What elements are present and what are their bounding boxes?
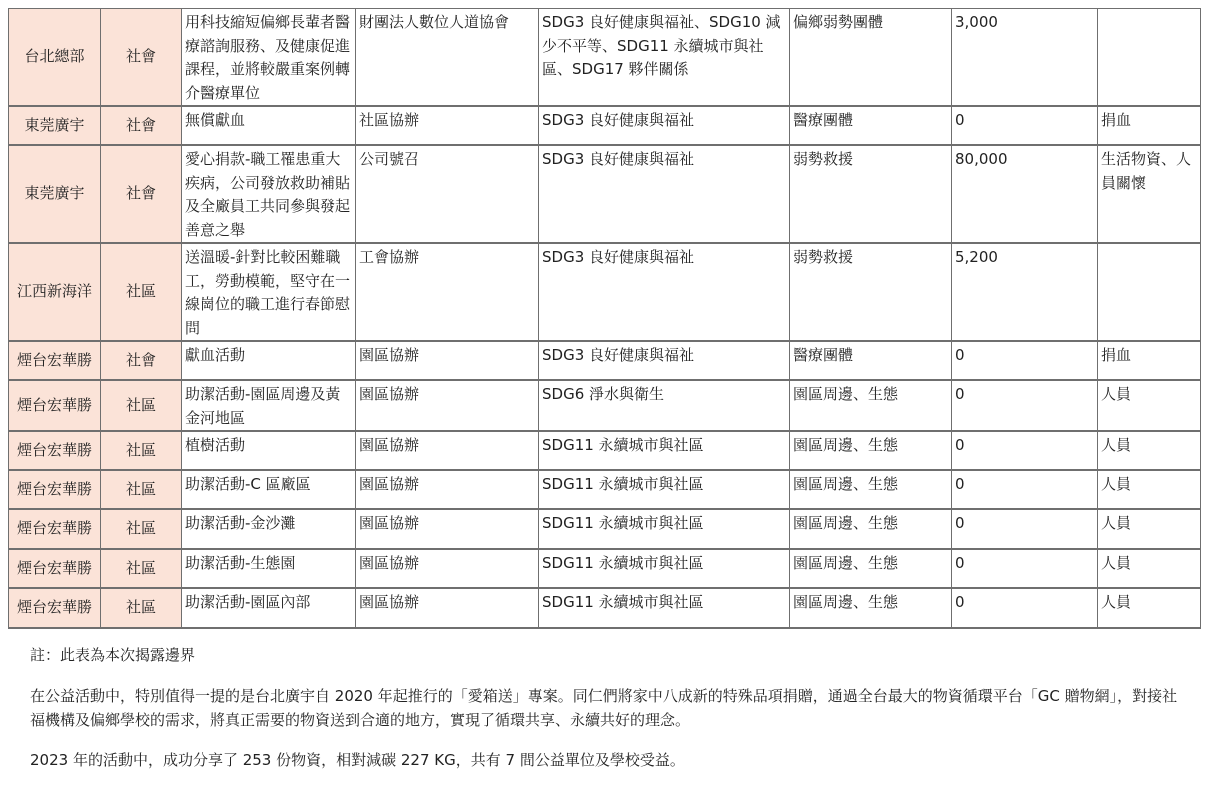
amount-cell: 0	[952, 431, 1098, 470]
activity-cell: 助潔活動-生態園	[182, 549, 356, 588]
sdg-cell: SDG11 永續城市與社區	[539, 470, 790, 509]
sdg-cell: SDG11 永續城市與社區	[539, 549, 790, 588]
beneficiary-cell: 弱勢救援	[790, 145, 952, 243]
site-cell: 煙台宏華勝	[9, 380, 101, 431]
beneficiary-cell: 園區周邊、生態	[790, 380, 952, 431]
category-cell: 社會	[101, 106, 182, 145]
organizer-cell: 園區協辦	[356, 509, 539, 549]
beneficiary-cell: 園區周邊、生態	[790, 470, 952, 509]
category-cell: 社區	[101, 243, 182, 341]
sdg-cell: SDG3 良好健康與福祉	[539, 243, 790, 341]
organizer-cell: 社區協辦	[356, 106, 539, 145]
activity-cell: 愛心捐款-職工罹患重大疾病，公司發放救助補貼及全廠員工共同參與發起善意之舉	[182, 145, 356, 243]
site-cell: 東莞廣宇	[9, 145, 101, 243]
resource-cell: 人員	[1098, 509, 1201, 549]
beneficiary-cell: 園區周邊、生態	[790, 509, 952, 549]
activity-cell: 獻血活動	[182, 341, 356, 380]
site-cell: 煙台宏華勝	[9, 549, 101, 588]
amount-cell: 0	[952, 470, 1098, 509]
table-row	[9, 549, 1201, 588]
results-paragraph: 2023 年的活動中，成功分享了 253 份物資，相對減碳 227 KG，共有 7 間公益單位及學校受益。	[30, 751, 685, 769]
site-cell: 煙台宏華勝	[9, 341, 101, 380]
organizer-cell: 財團法人數位人道協會	[356, 9, 539, 107]
resource-cell: 人員	[1098, 470, 1201, 509]
organizer-cell: 園區協辦	[356, 588, 539, 628]
table-row	[9, 509, 1201, 549]
organizer-cell: 園區協辦	[356, 431, 539, 470]
site-cell: 東莞廣宇	[9, 106, 101, 145]
sdg-cell: SDG3 良好健康與福祉、SDG10 減少不平等、SDG11 永續城市與社區、SDG17 夥伴關係	[539, 9, 790, 107]
ai-box-paragraph: 在公益活動中，特別值得一提的是台北廣宇自 2020 年起推行的「愛箱送」專案。同仁們將家中八成新的特殊品項捐贈，通過全台最大的物資循環平台「GC 贈物網」，對接社福機構及偏鄉學校的需求，將真正需要的物資送到合適的地方，實現了循環共享、永續共好的理念。	[30, 687, 1178, 729]
table-row	[9, 106, 1201, 145]
amount-cell: 80,000	[952, 145, 1098, 243]
category-cell: 社區	[101, 380, 182, 431]
beneficiary-cell: 醫療團體	[790, 106, 952, 145]
organizer-cell: 園區協辦	[356, 380, 539, 431]
beneficiary-cell: 園區周邊、生態	[790, 588, 952, 628]
community-activity-table	[8, 8, 1201, 629]
resource-cell: 人員	[1098, 588, 1201, 628]
activity-cell: 用科技縮短偏鄉長輩者醫療諮詢服務、及健康促進課程，並將較嚴重案例轉介醫療單位	[182, 9, 356, 107]
sdg-cell: SDG3 良好健康與福祉	[539, 106, 790, 145]
amount-cell: 0	[952, 549, 1098, 588]
sdg-cell: SDG3 良好健康與福祉	[539, 145, 790, 243]
activity-cell: 助潔活動-園區內部	[182, 588, 356, 628]
resource-cell	[1098, 9, 1201, 107]
activity-cell: 送溫暖-針對比較困難職工，勞動模範，堅守在一線崗位的職工進行春節慰問	[182, 243, 356, 341]
beneficiary-cell: 園區周邊、生態	[790, 431, 952, 470]
table-row	[9, 9, 1201, 107]
table-row	[9, 243, 1201, 341]
sdg-cell: SDG11 永續城市與社區	[539, 431, 790, 470]
beneficiary-cell: 偏鄉弱勢團體	[790, 9, 952, 107]
category-cell: 社區	[101, 431, 182, 470]
activity-cell: 助潔活動-園區周邊及黃金河地區	[182, 380, 356, 431]
sdg-cell: SDG11 永續城市與社區	[539, 509, 790, 549]
table-row	[9, 470, 1201, 509]
site-cell: 煙台宏華勝	[9, 431, 101, 470]
site-cell: 煙台宏華勝	[9, 509, 101, 549]
amount-cell: 3,000	[952, 9, 1098, 107]
organizer-cell: 園區協辦	[356, 470, 539, 509]
table-row	[9, 588, 1201, 628]
category-cell: 社區	[101, 549, 182, 588]
category-cell: 社會	[101, 341, 182, 380]
category-cell: 社區	[101, 588, 182, 628]
activity-cell: 助潔活動-C 區廠區	[182, 470, 356, 509]
beneficiary-cell: 弱勢救援	[790, 243, 952, 341]
resource-cell: 人員	[1098, 380, 1201, 431]
amount-cell: 0	[952, 341, 1098, 380]
activity-cell: 助潔活動-金沙灘	[182, 509, 356, 549]
organizer-cell: 公司號召	[356, 145, 539, 243]
table-row	[9, 341, 1201, 380]
table-row	[9, 145, 1201, 243]
beneficiary-cell: 醫療團體	[790, 341, 952, 380]
organizer-cell: 工會協辦	[356, 243, 539, 341]
activity-cell: 無償獻血	[182, 106, 356, 145]
table-footnote: 註：此表為本次揭露邊界	[30, 646, 196, 664]
amount-cell: 0	[952, 509, 1098, 549]
sdg-cell: SDG3 良好健康與福祉	[539, 341, 790, 380]
notes-section	[30, 643, 1190, 772]
organizer-cell: 園區協辦	[356, 341, 539, 380]
resource-cell: 人員	[1098, 431, 1201, 470]
category-cell: 社會	[101, 9, 182, 107]
table-row	[9, 380, 1201, 431]
organizer-cell: 園區協辦	[356, 549, 539, 588]
site-cell: 江西新海洋	[9, 243, 101, 341]
category-cell: 社會	[101, 145, 182, 243]
resource-cell	[1098, 243, 1201, 341]
category-cell: 社區	[101, 509, 182, 549]
resource-cell: 捐血	[1098, 106, 1201, 145]
beneficiary-cell: 園區周邊、生態	[790, 549, 952, 588]
resource-cell: 生活物資、人員關懷	[1098, 145, 1201, 243]
amount-cell: 0	[952, 106, 1098, 145]
activity-cell: 植樹活動	[182, 431, 356, 470]
amount-cell: 0	[952, 588, 1098, 628]
amount-cell: 5,200	[952, 243, 1098, 341]
sdg-cell: SDG11 永續城市與社區	[539, 588, 790, 628]
site-cell: 煙台宏華勝	[9, 588, 101, 628]
site-cell: 煙台宏華勝	[9, 470, 101, 509]
resource-cell: 人員	[1098, 549, 1201, 588]
sdg-cell: SDG6 淨水與衛生	[539, 380, 790, 431]
resource-cell: 捐血	[1098, 341, 1201, 380]
table-row	[9, 431, 1201, 470]
category-cell: 社區	[101, 470, 182, 509]
site-cell: 台北總部	[9, 9, 101, 107]
amount-cell: 0	[952, 380, 1098, 431]
